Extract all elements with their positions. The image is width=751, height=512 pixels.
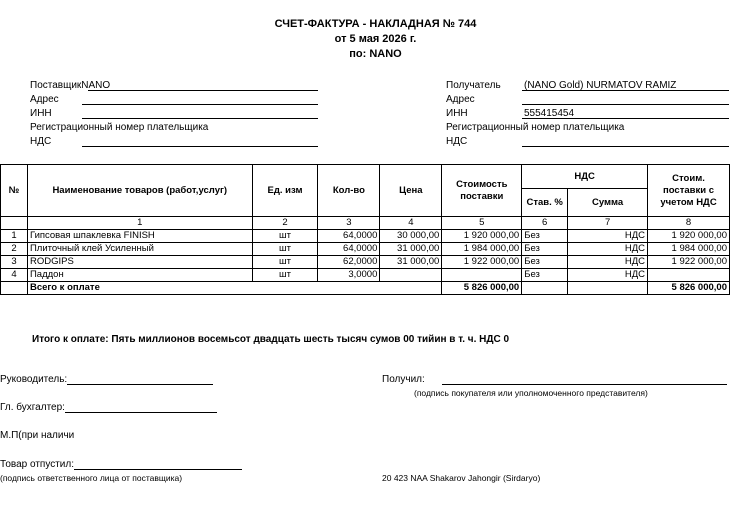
received-note: (подпись покупателя или уполномоченного представителя) [414, 388, 648, 398]
amount-in-words: Итого к оплате: Пять миллионов восемьсот двадцать шесть тысяч сумов 00 тийин в т. ч. НДС 0 [32, 334, 510, 345]
col-number: 1 [27, 217, 252, 230]
col-number: 8 [648, 217, 730, 230]
col-number: 3 [318, 217, 380, 230]
header-price: Цена [380, 165, 442, 217]
invoice-title: СЧЕТ-ФАКТУРА - НАКЛАДНАЯ № 744 [274, 18, 477, 30]
accountant-label: Гл. бухгалтер: [0, 402, 65, 413]
row-no: 4 [1, 269, 28, 282]
row-qty: 62,0000 [318, 256, 380, 269]
header-cost: Стоимость поставки [442, 165, 522, 217]
row-price: 31 000,00 [380, 243, 442, 256]
col-number: 7 [568, 217, 648, 230]
total-row [1, 282, 730, 295]
director-line [67, 374, 213, 385]
buyer-inn-label: ИНН [446, 108, 468, 119]
row-price: 31 000,00 [380, 256, 442, 269]
row-vat: НДС [568, 256, 648, 269]
row-cost: 1 922 000,00 [442, 256, 522, 269]
total-rate-blank [522, 282, 568, 295]
header-qty: Кол-во [318, 165, 380, 217]
row-vat: НДС [568, 230, 648, 243]
supplier-name-line [88, 79, 318, 91]
row-cost: 1 984 000,00 [442, 243, 522, 256]
header-vat: НДС [522, 165, 648, 189]
row-vat: НДС [568, 243, 648, 256]
row-vat: НДС [568, 269, 648, 282]
buyer-reg-label: Регистрационный номер плательщика [446, 122, 625, 133]
row-cost: 1 920 000,00 [442, 230, 522, 243]
row-unit: шт [252, 230, 318, 243]
supplier-block [30, 79, 320, 149]
total-blank [1, 282, 28, 295]
invoice-contract: по: NANO [349, 48, 402, 60]
footer-note: 20 423 NAA Shakarov Jahongir (Sirdaryo) [382, 473, 541, 483]
buyer-address-label: Адрес [446, 94, 475, 105]
supplier-vat-label: НДС [30, 136, 52, 147]
buyer-vat-line [522, 135, 729, 147]
buyer-address-line [522, 93, 729, 105]
received-line [442, 374, 727, 385]
buyer-vat-label: НДС [446, 136, 468, 147]
header-vat-sum: Сумма [568, 189, 648, 217]
supplier-reg-label: Регистрационный номер плательщика [30, 122, 209, 133]
buyer-block [446, 79, 731, 149]
stamp-label: М.П(при наличи [0, 430, 75, 441]
header-total: Стоим. поставки с учетом НДС [648, 165, 730, 217]
col-number: 5 [442, 217, 522, 230]
items-table [0, 164, 730, 295]
col-number: 4 [380, 217, 442, 230]
supplier-inn-line [82, 107, 318, 119]
director-signature [0, 374, 213, 385]
col-number-blank [1, 217, 28, 230]
row-no: 3 [1, 256, 28, 269]
total-label: Всего к оплате [27, 282, 441, 295]
received-signature [382, 374, 727, 385]
table-row [1, 269, 730, 282]
accountant-signature [0, 402, 217, 413]
row-rate: Без [522, 256, 568, 269]
table-row [1, 243, 730, 256]
received-label: Получил: [382, 374, 425, 385]
row-name: Паддон [27, 269, 252, 282]
buyer-name: (NANO Gold) NURMATOV RAMIZ [524, 80, 677, 91]
row-price: 30 000,00 [380, 230, 442, 243]
table-row [1, 256, 730, 269]
released-label: Товар отпустил: [0, 459, 74, 470]
row-unit: шт [252, 256, 318, 269]
buyer-inn: 555415454 [524, 108, 575, 119]
row-unit: шт [252, 243, 318, 256]
row-name: Гипсовая шпаклевка FINISH [27, 230, 252, 243]
total-cost: 5 826 000,00 [442, 282, 522, 295]
row-unit: шт [252, 269, 318, 282]
col-number: 2 [252, 217, 318, 230]
supplier-name: NANO [81, 80, 111, 91]
row-qty: 3,0000 [318, 269, 380, 282]
row-name: Плиточный клей Усиленный [27, 243, 252, 256]
row-no: 2 [1, 243, 28, 256]
row-total: 1 984 000,00 [648, 243, 730, 256]
supplier-address-line [82, 93, 318, 105]
supplier-label: Поставщик [30, 80, 82, 91]
header-unit: Ед. изм [252, 165, 318, 217]
row-rate: Без [522, 230, 568, 243]
released-note: (подпись ответственного лица от поставщика) [0, 473, 183, 483]
header-name: Наименование товаров (работ,услуг) [27, 165, 252, 217]
row-name: RODGIPS [27, 256, 252, 269]
invoice-date: от 5 мая 2026 г. [334, 33, 417, 45]
supplier-vat-line [82, 135, 318, 147]
row-cost [442, 269, 522, 282]
director-label: Руководитель: [0, 374, 68, 385]
table-row [1, 230, 730, 243]
header-vat-rate: Став. % [522, 189, 568, 217]
row-total [648, 269, 730, 282]
row-price [380, 269, 442, 282]
released-signature [0, 459, 242, 470]
row-total: 1 920 000,00 [648, 230, 730, 243]
row-rate: Без [522, 269, 568, 282]
row-no: 1 [1, 230, 28, 243]
total-with-vat: 5 826 000,00 [648, 282, 730, 295]
total-vat-blank [568, 282, 648, 295]
accountant-line [65, 402, 217, 413]
row-qty: 64,0000 [318, 230, 380, 243]
row-qty: 64,0000 [318, 243, 380, 256]
released-line [74, 459, 242, 470]
row-rate: Без [522, 243, 568, 256]
supplier-inn-label: ИНН [30, 108, 52, 119]
supplier-address-label: Адрес [30, 94, 59, 105]
header-no: № [1, 165, 28, 217]
buyer-label: Получатель [446, 80, 501, 91]
col-number: 6 [522, 217, 568, 230]
row-total: 1 922 000,00 [648, 256, 730, 269]
